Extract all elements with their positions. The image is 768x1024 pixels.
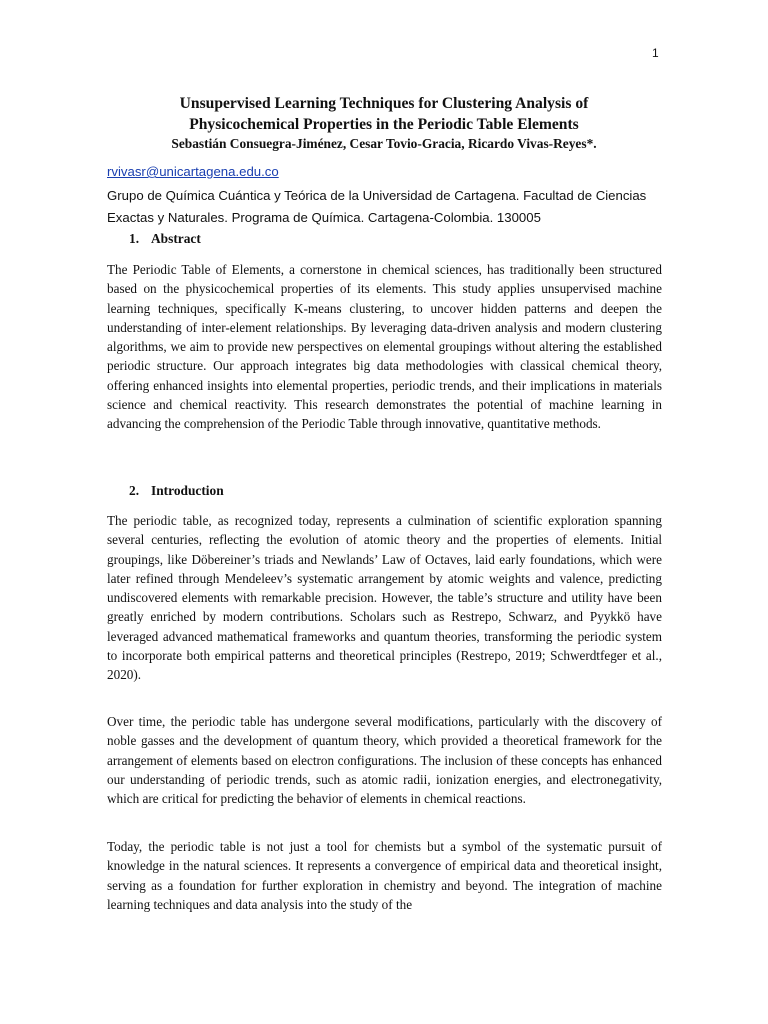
corresponding-email-link[interactable]: rvivasr@unicartagena.edu.co: [107, 164, 279, 179]
affiliation-text: Grupo de Química Cuántica y Teórica de la Universidad de Cartagena. Facultad de Ciencias Exactas y Naturales. Programa de Química. Cartagena-Colombia. 130005: [107, 188, 647, 225]
section-number: 1.: [129, 231, 140, 246]
section-heading-introduction: [129, 483, 224, 499]
paper-title: [100, 93, 668, 135]
section-title: Abstract: [151, 231, 201, 246]
introduction-paragraph-2: Over time, the periodic table has undergone several modifications, particularly with the discovery of noble gasses and the development of quantum theory, which provided a theoretical framework for the arrangement of elements based on electron configurations. The inclusion of these concepts has enhanced our understanding of periodic trends, such as atomic radii, ionization energies, and electronegativity, which are critical for predicting the behavior of elements in chemical reactions.: [107, 714, 662, 807]
abstract-paragraph: The Periodic Table of Elements, a cornerstone in chemical sciences, has traditionally been structured based on the physicochemical properties of its elements. This study applies unsupervised machine learning techniques, specifically K-means clustering, to uncover hidden patterns and deepen the understanding of inter-element relationships. By leveraging data-driven analysis and modern clustering algorithms, we aim to provide new perspectives on elemental groupings without altering the established periodic structure. Our approach integrates big data methodologies with classical chemical theory, offering enhanced insights into elemental properties, periodic trends, and their implications in materials science and chemical reactivity. This research demonstrates the potential of machine learning in advancing the comprehension of the Periodic Table through innovative, quantitative methods.: [107, 262, 662, 432]
introduction-paragraph-1: The periodic table, as recognized today, represents a culmination of scientific exploration spanning several centuries, reflecting the evolution of atomic theory and the properties of elements. Initial groupings, like Döbereiner’s triads and Newlands’ Law of Octaves, laid early foundations, which were later refined through Mendeleev’s systematic arrangement by atomic weights and valence, predicting undiscovered elements with remarkable precision. However, the table’s structure and utility have been greatly enriched by modern contributions. Scholars such as Restrepo, Schwarz, and Pyykkö have leveraged advanced mathematical frameworks and quantum theories, transforming the periodic system to incorporate both empirical patterns and theoretical principles (Restrepo, 2019; Schwerdtfeger et al., 2020).: [107, 513, 662, 683]
paper-title-line-2: Physicochemical Properties in the Periodic Table Elements: [189, 116, 579, 133]
section-number: 2.: [129, 483, 140, 498]
paper-title-line-1: Unsupervised Learning Techniques for Clustering Analysis of: [179, 95, 589, 112]
section-heading-abstract: [129, 231, 201, 247]
introduction-paragraph-3: Today, the periodic table is not just a tool for chemists but a symbol of the systematic pursuit of knowledge in the natural sciences. It represents a convergence of empirical data and theoretical insight, serving as a foundation for further exploration in chemistry and beyond. The integration of machine learning techniques and data analysis into the study of the: [107, 839, 662, 912]
page-number: 1: [652, 46, 659, 60]
section-title: Introduction: [151, 483, 224, 498]
author-list: Sebastián Consuegra-Jiménez, Cesar Tovio-Gracia, Ricardo Vivas-Reyes*.: [171, 136, 597, 151]
